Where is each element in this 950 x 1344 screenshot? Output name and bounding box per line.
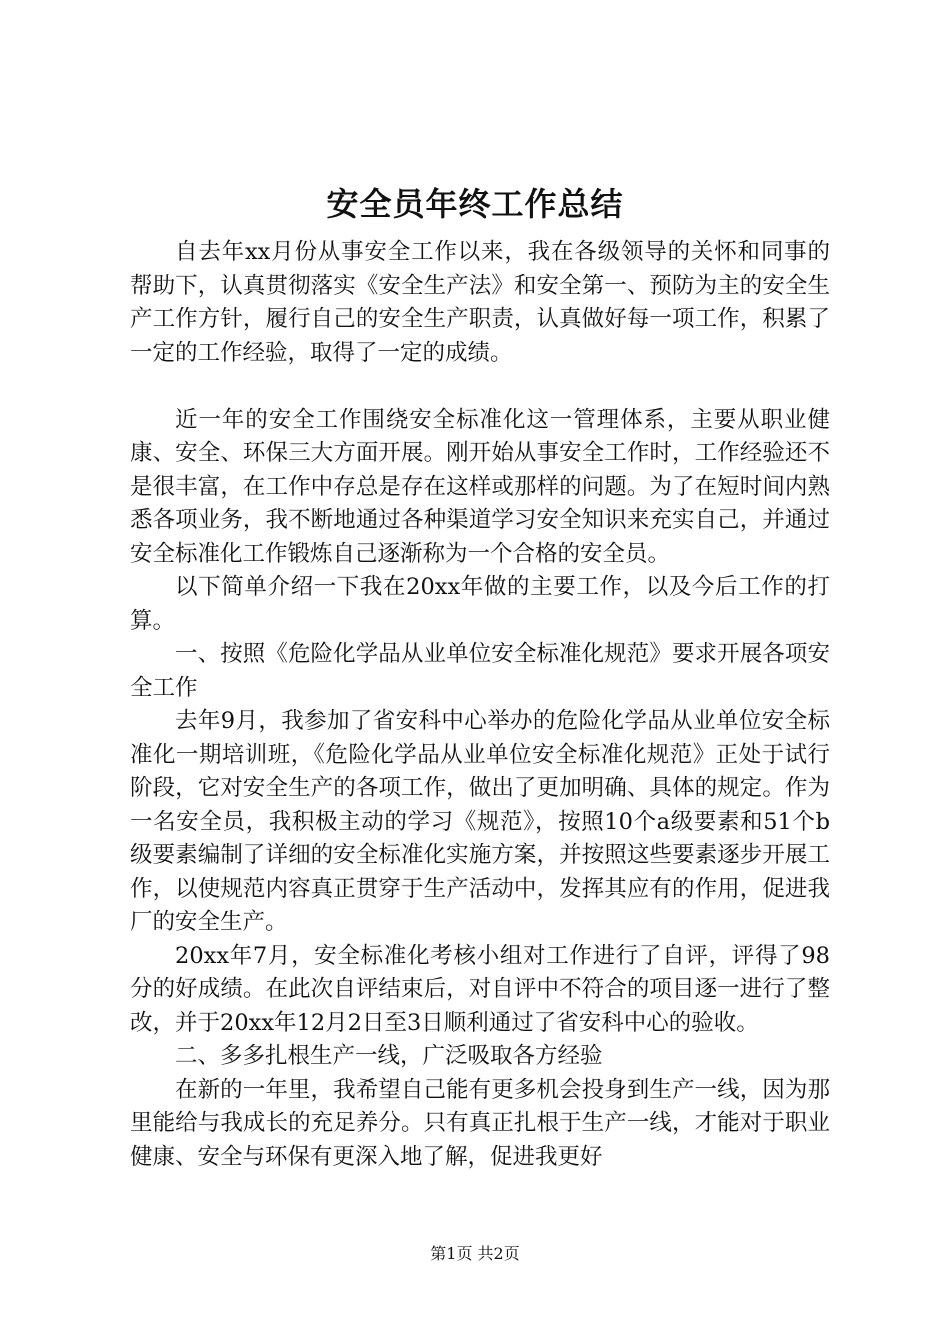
document-title: 安全员年终工作总结 <box>326 185 624 223</box>
section-heading-2: 二、多多扎根生产一线，广泛吸取各方经验 <box>175 1043 603 1069</box>
paragraph-evaluation: 20xx年7月，安全标准化考核小组对工作进行了自评，评得了98分的好成绩。在此次自评结束后，对自评中不符合的项目逐一进行了整改，并于20xx年12月2日至3日顺利通过了省安科中心的验收。 <box>130 942 830 1036</box>
paragraph-plan-intro: 以下简单介绍一下我在20xx年做的主要工作，以及今后工作的打算。 <box>130 574 830 634</box>
paragraph-overview: 近一年的安全工作围绕安全标准化这一管理体系，主要从职业健康、安全、环保三大方面开展。刚开始从事安全工作时，工作经验还不是很丰富，在工作中存总是存在这样或那样的问题。为了在短时间内熟悉各项业务，我不断地通过各种渠道学习安全知识来充实自己，并通过安全标准化工作锻炼自己逐渐称为一个合格的安全员。 <box>130 406 830 567</box>
page-footer: 第1页 共2页 <box>430 1244 520 1263</box>
paragraph-future: 在新的一年里，我希望自己能有更多机会投身到生产一线，因为那里能给与我成长的充足养分。只有真正扎根于生产一线，才能对于职业健康、安全与环保有更深入地了解，促进我更好 <box>130 1076 830 1170</box>
document-body <box>130 236 830 1174</box>
paragraph-training: 去年9月，我参加了省安科中心举办的危险化学品从业单位安全标准化一期培训班，《危险化学品从业单位安全标准化规范》正处于试行阶段，它对安全生产的各项工作，做出了更加明确、具体的规定。作为一名安全员，我积极主动的学习《规范》，按照10个a级要素和51个b级要素编制了详细的安全标准化实施方案，并按照这些要素逐步开展工作，以使规范内容真正贯穿于生产活动中，发挥其应有的作用，促进我厂的安全生产。 <box>130 708 830 935</box>
paragraph-intro: 自去年xx月份从事安全工作以来，我在各级领导的关怀和同事的帮助下，认真贯彻落实《安全生产法》和安全第一、预防为主的安全生产工作方针，履行自己的安全生产职责，认真做好每一项工作，积累了一定的工作经验，取得了一定的成绩。 <box>130 239 830 366</box>
section-heading-1: 一、按照《危险化学品从业单位安全标准化规范》要求开展各项安全工作 <box>130 641 830 701</box>
